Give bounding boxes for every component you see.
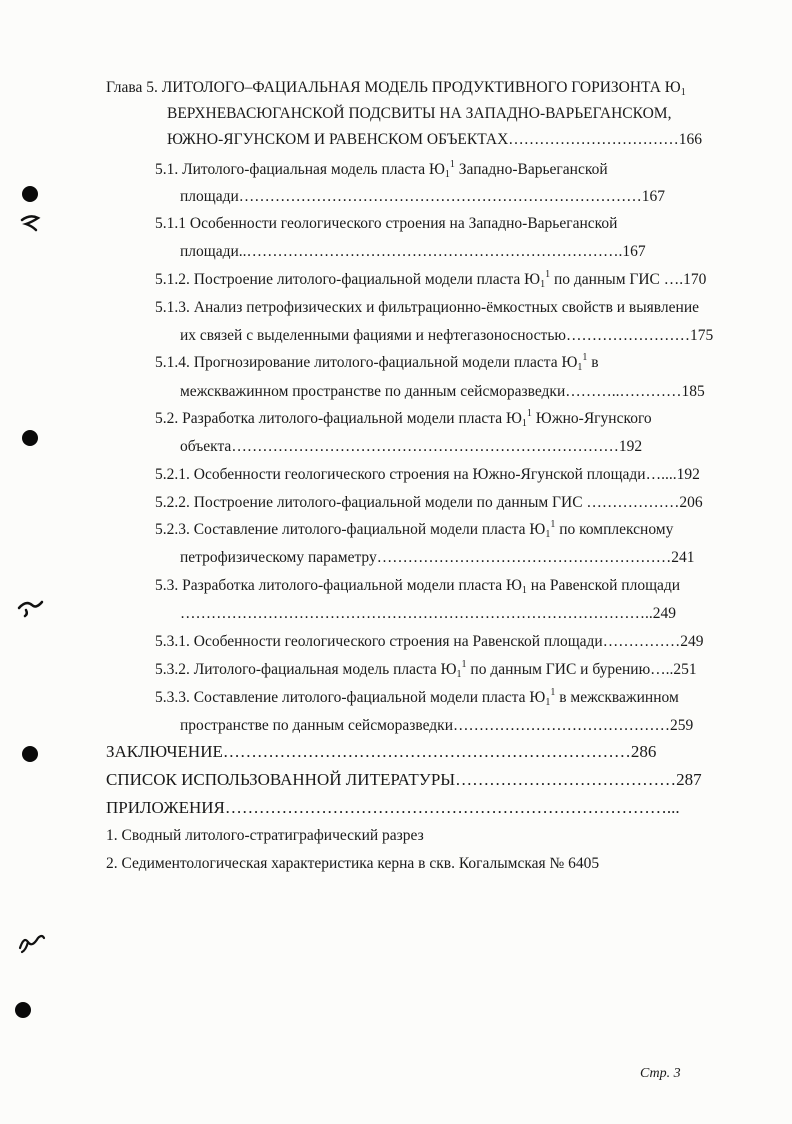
toc-conclusion: ЗАКЛЮЧЕНИЕ………………………………………………………………286 xyxy=(106,742,657,761)
toc-entry-5-3-page: ………………………………………………………………………………..249 xyxy=(180,605,676,622)
toc-entry-5-3-1: 5.3.1. Особенности геологического строения на Равенской площади……………249 xyxy=(155,633,704,650)
binder-hole xyxy=(22,186,38,202)
toc-entry-5-3: 5.3. Разработка литолого-фациальной модели пласта $Ю_1$ на Равенской площади xyxy=(155,577,681,596)
toc-entry-5-1: 5.1. Литолого-фациальная модель пласта $Ю_1^1$ Западно-Варьеганской xyxy=(155,159,608,180)
toc-entry-5-3-3: 5.3.3. Составление литолого-фациальной модели пласта $Ю_1^1$ в межскважинном xyxy=(155,687,679,708)
toc-entry-5-2-2: 5.2.2. Построение литолого-фациальной модели по данным ГИС ………………206 xyxy=(155,494,703,511)
toc-entry-5-1-page: площади……………………………………………………………………167 xyxy=(180,188,666,205)
toc-entry-5-3-2: 5.3.2. Литолого-фациальная модель пласта $Ю_1^1$ по данным ГИС и бурению…..251 xyxy=(155,659,697,680)
toc-entry-5-3-3-page: пространстве по данным сейсморазведки……………………………………259 xyxy=(180,717,694,734)
toc-appendix-1: 1. Сводный литолого-стратиграфический разрез xyxy=(106,827,424,844)
toc-entry-5-1-2: 5.1.2. Построение литолого-фациальной модели пласта $Ю_1^1$ по данным ГИС ….170 xyxy=(155,269,707,290)
handwritten-mark xyxy=(16,596,44,618)
binder-hole xyxy=(22,746,38,762)
toc-entry-5-1-4: 5.1.4. Прогнозирование литолого-фациальной модели пласта $Ю_1^1$ в xyxy=(155,352,599,373)
toc-appendices: ПРИЛОЖЕНИЯ……………………………………………………………………... xyxy=(106,798,680,817)
toc-entry-5-1-1: 5.1.1 Особенности геологического строения на Западно-Варьеганской xyxy=(155,215,618,232)
toc-entry-5-2: 5.2. Разработка литолого-фациальной модели пласта $Ю_1^1$ Южно-Ягунского xyxy=(155,408,652,429)
toc-chapter5-entry: ЮЖНО-ЯГУНСКОМ И РАВЕНСКОМ ОБЪЕКТАХ……………………………166 xyxy=(167,131,703,148)
toc-entry-5-2-3: 5.2.3. Составление литолого-фациальной модели пласта $Ю_1^1$ по комплексному xyxy=(155,519,674,540)
binder-hole xyxy=(22,430,38,446)
toc-chapter5-title-cont: ВЕРХНЕВАСЮГАНСКОЙ ПОДСВИТЫ НА ЗАПАДНО-ВАРЬЕГАНСКОМ, xyxy=(167,105,672,122)
toc-entry-5-2-3-page: петрофизическому параметру…………………………………………………241 xyxy=(180,549,695,566)
page-number: Стр. 3 xyxy=(640,1066,681,1081)
toc-chapter5-title: Глава 5. ЛИТОЛОГО–ФАЦИАЛЬНАЯ МОДЕЛЬ ПРОДУКТИВНОГО ГОРИЗОНТА $Ю_1$ xyxy=(106,79,686,98)
toc-entry-5-1-3: 5.1.3. Анализ петрофизических и фильтрационно-ёмкостных свойств и выявление xyxy=(155,299,699,316)
binder-hole xyxy=(15,1002,31,1018)
toc-appendix-2: 2. Седиментологическая характеристика керна в скв. Когалымская № 6405 xyxy=(106,855,600,872)
toc-entry-5-2-page: объекта…………………………………………………………………192 xyxy=(180,438,643,455)
toc-entry-5-2-1: 5.2.1. Особенности геологического строения на Южно-Ягунской площади…....192 xyxy=(155,466,700,483)
handwritten-mark xyxy=(18,210,44,236)
toc-entry-5-1-1-page: площади..……………………………………………………………….167 xyxy=(180,243,646,260)
toc-references: СПИСОК ИСПОЛЬЗОВАННОЙ ЛИТЕРАТУРЫ…………………………………287 xyxy=(106,770,702,789)
toc-entry-5-1-3-page: их связей с выделенными фациями и нефтегазоносностью……………………175 xyxy=(180,327,714,344)
toc-entry-5-1-4-page: межскважинном пространстве по данным сейсморазведки………..…………185 xyxy=(180,383,705,400)
handwritten-mark xyxy=(16,928,46,956)
